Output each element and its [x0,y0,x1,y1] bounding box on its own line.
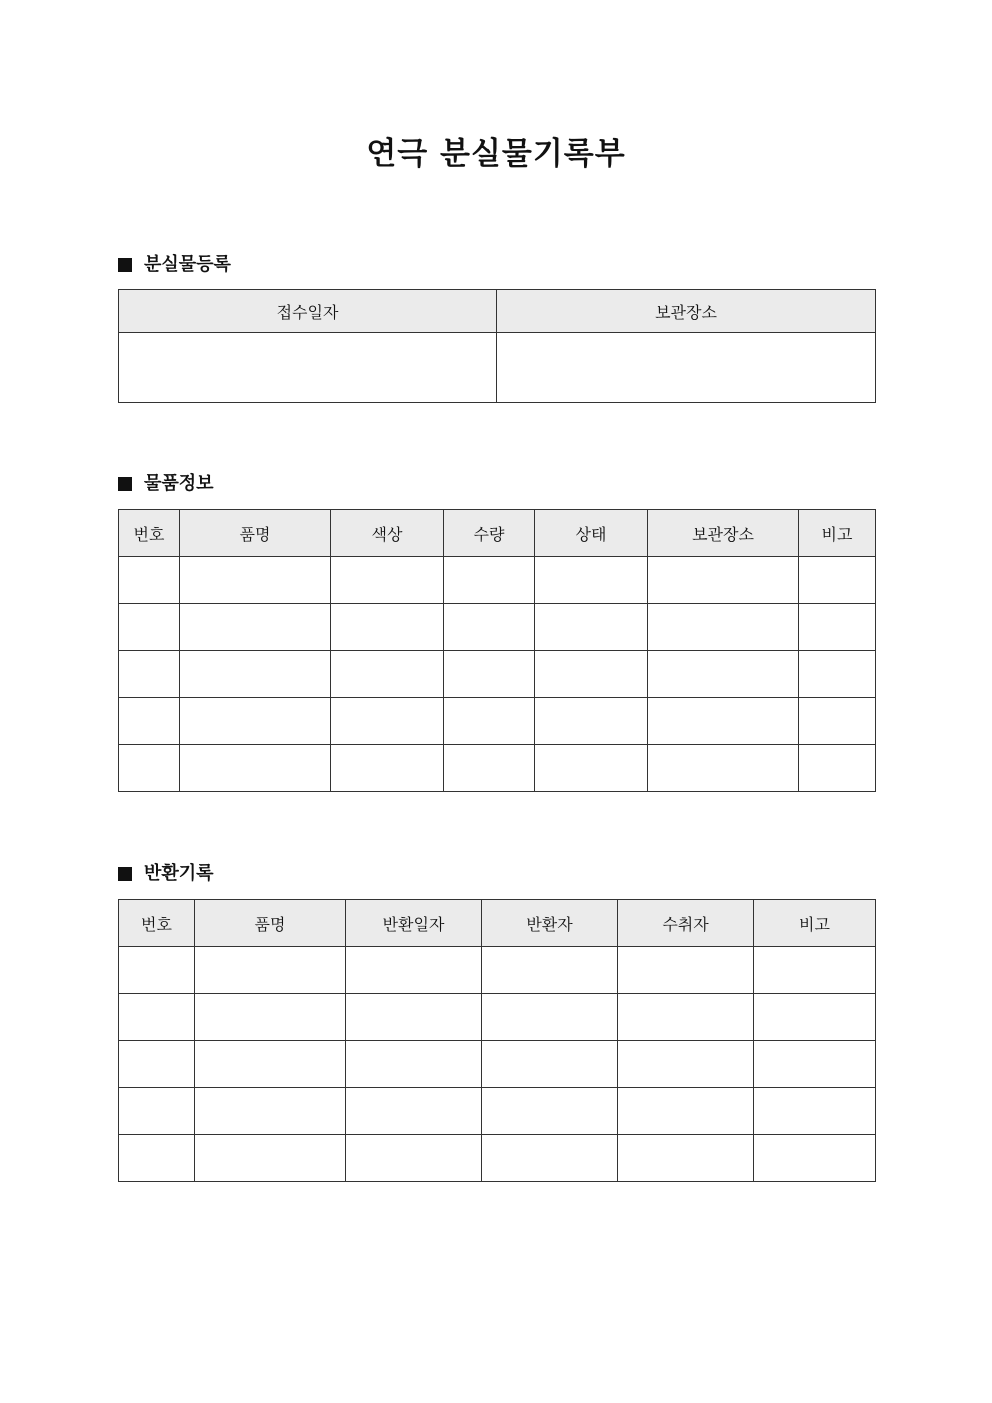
table-cell[interactable] [331,651,444,698]
table-cell[interactable] [482,1041,618,1088]
section-heading-label: 반환기록 [144,863,214,884]
table-row [119,1135,876,1182]
table-cell[interactable] [482,947,618,994]
table-cell[interactable] [180,651,331,698]
column-header-quantity: 수량 [444,510,535,557]
table-cell[interactable] [444,651,535,698]
table-cell[interactable] [119,1088,195,1135]
table-cell[interactable] [119,1041,195,1088]
table-cell[interactable] [119,557,180,604]
table-row [119,557,876,604]
table-row [119,651,876,698]
table-row [119,1088,876,1135]
column-header-remarks: 비고 [799,510,876,557]
column-header-recipient: 수취자 [618,900,754,947]
receipt-date-cell[interactable] [119,333,497,403]
table-cell[interactable] [482,994,618,1041]
table-cell[interactable] [648,698,799,745]
column-header-return-date: 반환일자 [346,900,482,947]
table-cell[interactable] [195,994,346,1041]
table-cell[interactable] [119,698,180,745]
table-cell[interactable] [119,745,180,792]
square-bullet-icon [118,477,132,491]
column-header-number: 번호 [119,900,195,947]
square-bullet-icon [118,867,132,881]
table-cell[interactable] [119,947,195,994]
registration-table [118,289,876,403]
table-cell[interactable] [444,745,535,792]
storage-location-cell[interactable] [497,333,876,403]
section-heading-item-info [118,472,214,496]
table-header-row [119,510,876,557]
column-header-storage-location: 보관장소 [497,290,876,333]
document-title: 연극 분실물기록부 [366,136,626,172]
table-cell[interactable] [618,1041,754,1088]
table-row [119,698,876,745]
table-cell[interactable] [331,557,444,604]
table-header-row [119,900,876,947]
table-cell[interactable] [331,745,444,792]
table-row [119,745,876,792]
table-cell[interactable] [119,994,195,1041]
table-cell[interactable] [754,1088,876,1135]
table-cell[interactable] [618,1135,754,1182]
column-header-receipt-date: 접수일자 [119,290,497,333]
table-cell[interactable] [618,994,754,1041]
table-cell[interactable] [195,1088,346,1135]
table-cell[interactable] [331,698,444,745]
table-cell[interactable] [119,651,180,698]
table-cell[interactable] [648,557,799,604]
table-cell[interactable] [535,651,648,698]
table-cell[interactable] [799,698,876,745]
column-header-item-name: 품명 [195,900,346,947]
table-cell[interactable] [754,1135,876,1182]
table-cell[interactable] [346,1041,482,1088]
table-cell[interactable] [444,557,535,604]
table-cell[interactable] [535,745,648,792]
table-cell[interactable] [799,604,876,651]
table-cell[interactable] [799,651,876,698]
table-cell[interactable] [346,1135,482,1182]
return-record-table [118,899,876,1182]
table-cell[interactable] [180,698,331,745]
table-cell[interactable] [535,604,648,651]
table-cell[interactable] [648,745,799,792]
column-header-color: 색상 [331,510,444,557]
table-cell[interactable] [119,1135,195,1182]
table-cell[interactable] [346,1088,482,1135]
table-row [119,333,876,403]
column-header-storage-location: 보관장소 [648,510,799,557]
column-header-number: 번호 [119,510,180,557]
table-cell[interactable] [482,1088,618,1135]
table-cell[interactable] [618,947,754,994]
table-cell[interactable] [754,994,876,1041]
table-cell[interactable] [331,604,444,651]
table-row [119,994,876,1041]
section-heading-label: 분실물등록 [144,254,231,275]
table-cell[interactable] [444,698,535,745]
table-cell[interactable] [648,604,799,651]
column-header-remarks: 비고 [754,900,876,947]
table-row [119,947,876,994]
column-header-condition: 상태 [535,510,648,557]
table-cell[interactable] [180,745,331,792]
table-cell[interactable] [195,1135,346,1182]
table-cell[interactable] [346,994,482,1041]
table-cell[interactable] [195,947,346,994]
table-cell[interactable] [618,1088,754,1135]
table-row [119,604,876,651]
table-cell[interactable] [195,1041,346,1088]
table-header-row [119,290,876,333]
table-cell[interactable] [754,1041,876,1088]
table-cell[interactable] [535,557,648,604]
table-cell[interactable] [799,745,876,792]
section-heading-label: 물품정보 [144,473,214,494]
table-cell[interactable] [180,604,331,651]
column-header-item-name: 품명 [180,510,331,557]
table-cell[interactable] [482,1135,618,1182]
section-heading-return-record [118,862,214,886]
item-info-table [118,509,876,792]
table-cell[interactable] [754,947,876,994]
table-cell[interactable] [444,604,535,651]
table-cell[interactable] [799,557,876,604]
table-cell[interactable] [648,651,799,698]
table-row [119,1041,876,1088]
section-heading-registration [118,253,231,277]
column-header-returner: 반환자 [482,900,618,947]
table-cell[interactable] [346,947,482,994]
square-bullet-icon [118,258,132,272]
table-cell[interactable] [535,698,648,745]
table-cell[interactable] [180,557,331,604]
table-cell[interactable] [119,604,180,651]
